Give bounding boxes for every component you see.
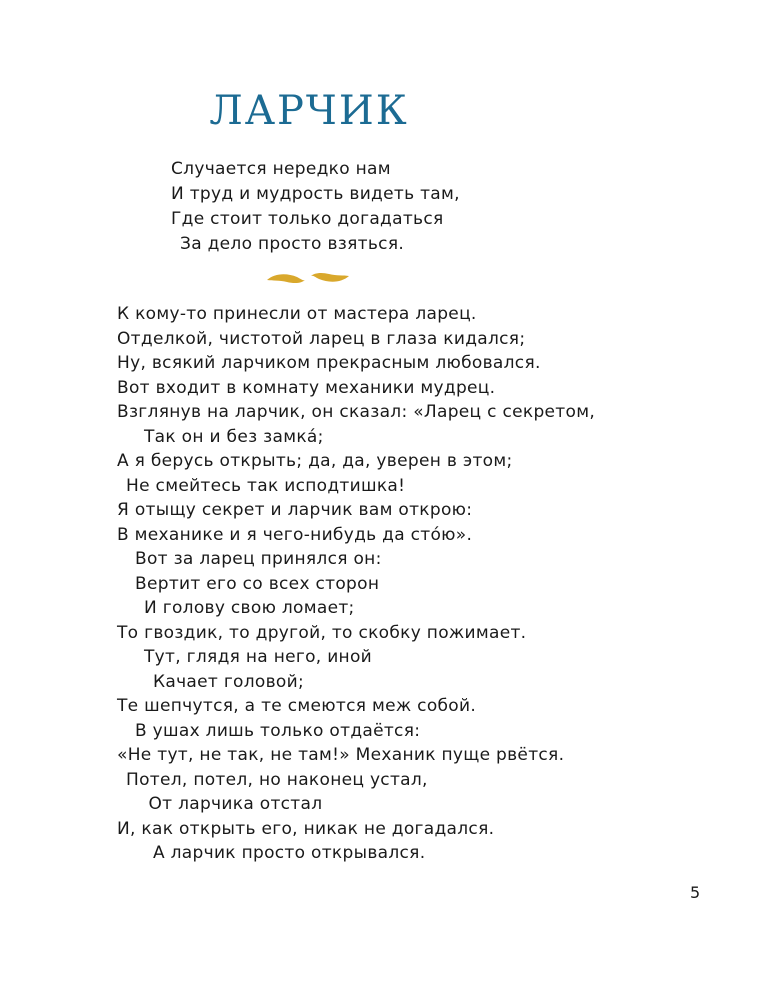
poem-line: То гвоздик, то другой, то скобку пожимает.	[117, 622, 527, 643]
poem-line: А я берусь открыть; да, да, уверен в этом;	[117, 451, 513, 471]
poem-line: Вот входит в комнату механики мудрец.	[117, 377, 496, 398]
poem-line: Отделкой, чистотой ларец в глаза кидался;	[117, 328, 526, 349]
poem-line: Вот за ларец принялся он:	[135, 549, 382, 569]
poem-line: А ларчик просто открывался.	[153, 843, 426, 863]
poem-line: От ларчика отстал	[148, 794, 323, 814]
poem-line: В ушах лишь только отдаётся:	[135, 720, 421, 741]
poem-line: Взглянув на ларчик, он сказал: «Ларец с секретом,	[117, 402, 596, 422]
poem-line: Я отыщу секрет и ларчик вам открою:	[117, 500, 473, 520]
epigraph-line: Где стоит только догадаться	[171, 209, 444, 229]
poem-line: К кому-то принесли от мастера ларец.	[117, 304, 477, 324]
epigraph-line: И труд и мудрость видеть там,	[171, 184, 460, 204]
poem-line: Не смейтесь так исподтишка!	[126, 475, 406, 496]
poem-line: И, как открыть его, никак не догадался.	[117, 818, 495, 839]
epigraph-line: Случается нередко нам	[171, 159, 391, 179]
page-number: 5	[690, 883, 701, 902]
poem-line: Потел, потел, но наконец устал,	[126, 769, 428, 790]
poem-line: Вертит его со всех сторон	[135, 573, 380, 594]
poem-line: И голову свою ломает;	[144, 598, 355, 618]
epigraph-line: За дело просто взяться.	[180, 234, 405, 254]
poem-line: Тут, глядя на него, иной	[144, 647, 373, 667]
poem-line: Так он и без замкá;	[144, 426, 324, 447]
gold-flourish-ornament-icon	[265, 270, 351, 286]
epigraph	[171, 157, 460, 257]
poem-line: Те шепчутся, а те смеются меж собой.	[117, 696, 477, 716]
poem-line: Ну, всякий ларчиком прекрасным любовался.	[117, 353, 541, 373]
poem-line: «Не тут, не так, не там!» Механик пуще рвётся.	[117, 745, 565, 765]
poem-line: Качает головой;	[153, 671, 305, 692]
page-title: ЛАРЧИК	[209, 88, 409, 134]
poem-body	[117, 302, 595, 866]
poem-line: В механике и я чего-нибудь да стóю».	[117, 524, 473, 545]
